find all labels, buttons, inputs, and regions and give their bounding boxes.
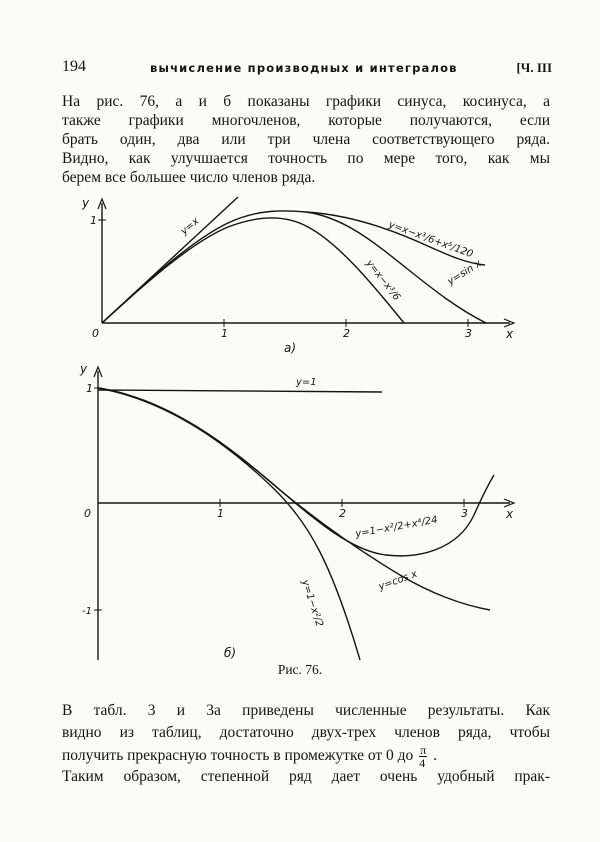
page-header [62,58,552,80]
intro-paragraph [62,92,550,187]
panel-a-x-label: x [506,327,514,341]
panel-b-y-label: y [80,362,88,376]
page-number: 194 [62,58,86,75]
figure-76 [70,185,530,660]
paragraph-text: получить прекрасную точность в промежутке от 0 до [62,747,414,765]
panel-a-x-tick-label: 3 [465,327,472,340]
figure-caption: Рис. 76. [277,662,323,677]
fraction-numerator: π [420,743,427,757]
panel-b-label: б) [224,646,237,660]
curve-quartic [98,388,494,556]
label-cosine: y=cos x [377,568,419,593]
panel-b [79,362,514,660]
chapter-marker: [Ч. III [516,60,552,75]
paragraph-line: видно из таблиц, достаточно двух-трех членов ряда, чтобы [62,724,550,741]
label-quadratic: y=1−x²/2 [299,578,325,629]
paragraph-line: Видно, как улучшается точность по мере того, как мы [62,150,550,167]
label-quartic: y=1−x²/2+x⁴/24 [354,514,439,540]
panel-a-origin-label: 0 [92,327,99,340]
label-quintic: y=x−x³/6+x⁵/120 [386,219,475,261]
panel-a-x-tick-label: 1 [221,327,228,340]
label-sine: y=sin x [445,258,484,288]
paragraph-line: Таким образом, степенной ряд дает очень удобный прак- [62,768,550,785]
running-title: вычисление производных и интегралов [150,61,458,75]
panel-a-y-label: y [82,196,90,210]
panel-b-y-tick-label: -1 [82,606,92,617]
label-y-equals-x: y=x [178,215,202,238]
paragraph-line: В табл. 3 и 3а приведены численные результаты. Как [62,702,550,719]
panel-a-label: а) [284,341,297,355]
panel-b-x-tick-label: 3 [461,507,468,520]
curve-const-one [98,390,382,392]
curve-cubic [102,215,404,323]
paragraph-line: брать один, два или три члена соответствующего ряда. [62,131,550,148]
results-paragraph [62,700,550,788]
paragraph-line: также графики многочленов, которые получаются, если [62,112,550,129]
label-cubic: y=x−x³/6 [363,258,403,303]
paragraph-line: На рис. 76, а и б показаны графики синуса, косинуса, а [62,93,550,110]
panel-b-x-tick-label: 2 [339,507,346,520]
paragraph-line: берем все большее число членов ряда. [62,169,316,186]
sentence-end: . [433,747,437,765]
panel-b-x-tick-label: 1 [217,507,224,520]
panel-b-x-label: x [506,507,514,521]
curve-sine [102,211,486,323]
panel-a [81,196,514,355]
paragraph-line-with-fraction [62,743,550,770]
panel-b-origin-label: 0 [84,507,91,520]
curve-cosine [98,388,490,610]
fraction-denominator: 4 [419,756,426,770]
panel-a-x-tick-label: 2 [343,327,350,340]
panel-a-y-tick-label: 1 [90,214,97,227]
panel-b-y-tick-label: 1 [86,382,93,395]
label-const-one: y=1 [296,377,317,388]
